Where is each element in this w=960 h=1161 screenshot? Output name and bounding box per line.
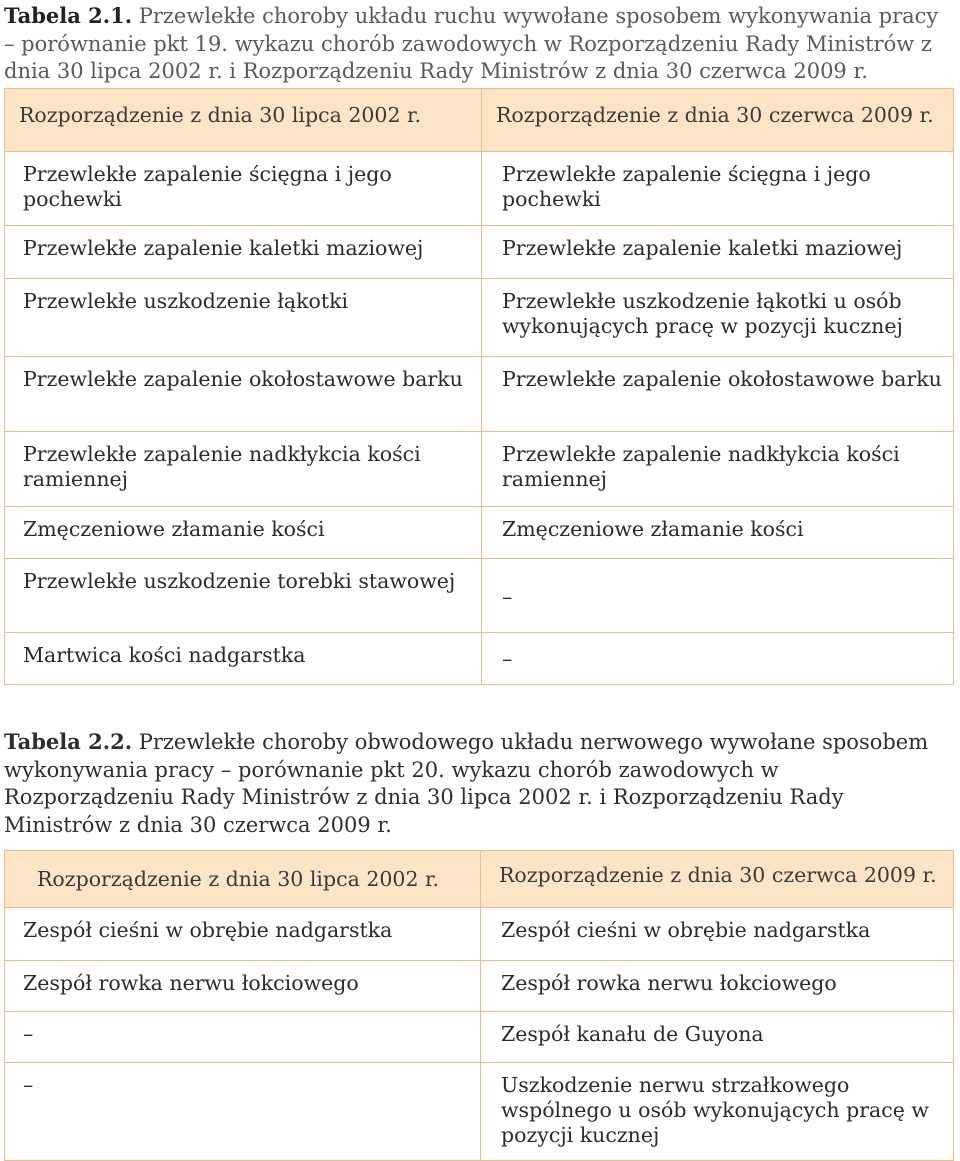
cell-2002: Przewlekłe uszkodzenie łąkotki (5, 279, 482, 357)
cell-2009: Uszkodzenie nerwu strzałkowego wspólnego u osób wykonujących pracę w pozycji kucznej (481, 1063, 954, 1161)
cell-2002: – (5, 1063, 481, 1161)
cell-2002: Zmęczeniowe złamanie kości (5, 507, 482, 559)
table-caption-text: Przewlekłe choroby układu ruchu wywołane sposobem wykonywania pracy – porównanie pkt 19. wykazu chorób zawodowych w Rozporządzeniu Rady Ministrów z dnia 30 lipca 2002 r. i Rozporządzeniu Rady Ministrów z dnia 30 czerwca 2009 r. (4, 4, 939, 83)
table-row (5, 559, 954, 633)
cell-2009: Przewlekłe zapalenie ścięgna i jego pochewki (482, 152, 954, 226)
comparison-table-2-2 (4, 850, 954, 1161)
table-row (5, 279, 954, 357)
table-header-row (5, 851, 954, 908)
table-row (5, 357, 954, 432)
table-number: Tabela 2.2. (4, 729, 133, 754)
table-caption-2-1 (4, 2, 954, 86)
table-number: Tabela 2.1. (4, 3, 133, 28)
cell-2002: Przewlekłe zapalenie kaletki maziowej (5, 226, 482, 279)
comparison-table-2-1 (4, 88, 954, 685)
table-row (5, 432, 954, 507)
cell-2009: – (482, 633, 954, 685)
cell-2002: Przewlekłe zapalenie okołostawowe barku (5, 357, 482, 432)
cell-2009: Zespół cieśni w obrębie nadgarstka (481, 908, 954, 961)
table-row (5, 152, 954, 226)
cell-2009: Zmęczeniowe złamanie kości (482, 507, 954, 559)
cell-2009: Przewlekłe zapalenie kaletki maziowej (482, 226, 954, 279)
cell-2009: – (482, 559, 954, 633)
table-caption-2-2 (4, 728, 954, 839)
cell-2002: Zespół cieśni w obrębie nadgarstka (5, 908, 481, 961)
table-header-row (5, 89, 954, 152)
header-2002: Rozporządzenie z dnia 30 lipca 2002 r. (5, 851, 481, 908)
table-row (5, 908, 954, 961)
header-2009: Rozporządzenie z dnia 30 czerwca 2009 r. (482, 89, 954, 152)
table-row (5, 1012, 954, 1063)
table-caption-text: Przewlekłe choroby obwodowego układu nerwowego wywołane sposobem wykonywania pracy – porównanie pkt 20. wykazu chorób zawodowych w Rozporządzeniu Rady Ministrów z dnia 30 lipca 2002 r. i Rozporządzeniu Rady Ministrów z dnia 30 czerwca 2009 r. (4, 730, 929, 837)
table-row (5, 633, 954, 685)
cell-2009: Przewlekłe zapalenie nadkłykcia kości ramiennej (482, 432, 954, 507)
table-row (5, 961, 954, 1012)
cell-2002: – (5, 1012, 481, 1063)
cell-2002: Przewlekłe uszkodzenie torebki stawowej (5, 559, 482, 633)
cell-2002: Zespół rowka nerwu łokciowego (5, 961, 481, 1012)
table-row (5, 1063, 954, 1161)
header-2009: Rozporządzenie z dnia 30 czerwca 2009 r. (481, 851, 954, 908)
cell-2009: Zespół kanału de Guyona (481, 1012, 954, 1063)
cell-2009: Przewlekłe uszkodzenie łąkotki u osób wykonujących pracę w pozycji kucznej (482, 279, 954, 357)
cell-2002: Przewlekłe zapalenie ścięgna i jego pochewki (5, 152, 482, 226)
cell-2009: Zespół rowka nerwu łokciowego (481, 961, 954, 1012)
header-2002: Rozporządzenie z dnia 30 lipca 2002 r. (5, 89, 482, 152)
cell-2009: Przewlekłe zapalenie okołostawowe barku (482, 357, 954, 432)
cell-2002: Przewlekłe zapalenie nadkłykcia kości ramiennej (5, 432, 482, 507)
table-row (5, 226, 954, 279)
cell-2002: Martwica kości nadgarstka (5, 633, 482, 685)
table-row (5, 507, 954, 559)
